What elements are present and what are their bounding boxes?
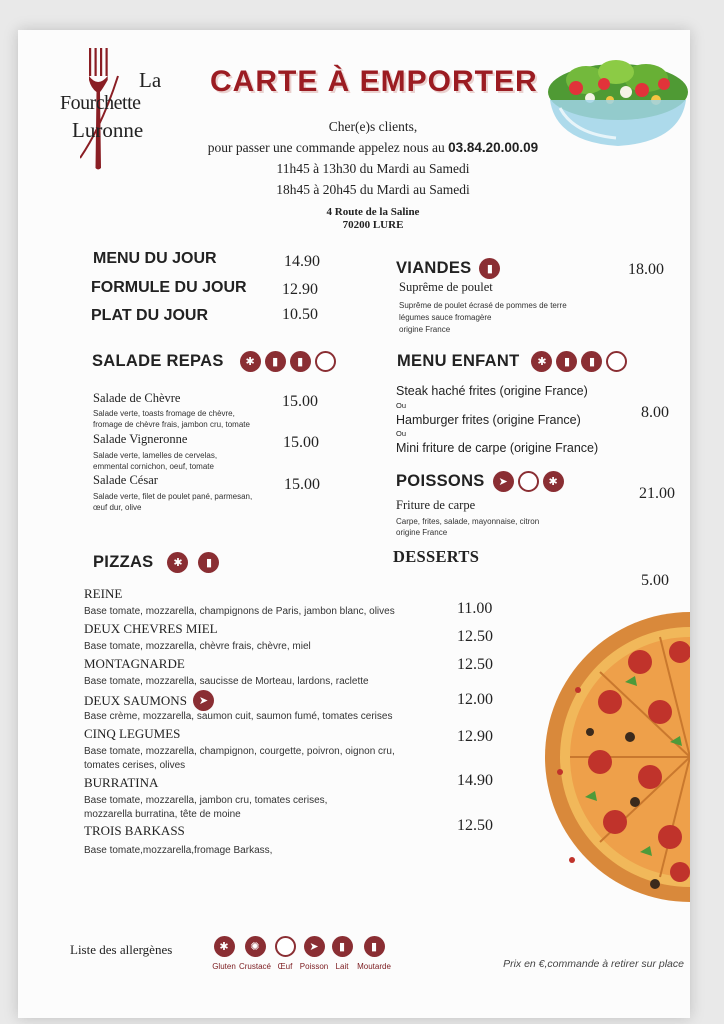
viandes-dish: Suprême de poulet (399, 280, 493, 294)
poissons-allergen-icons (493, 471, 564, 492)
egg-icon (315, 351, 336, 372)
wheat-icon: ✱ (531, 351, 552, 372)
pizzas-title: PIZZAS (93, 553, 154, 571)
menu-page (18, 30, 690, 1018)
mustard-icon: ▮ (290, 351, 311, 372)
daily-formule-price: 12.90 (282, 281, 318, 298)
pizza-deux-saumons-name: DEUX SAUMONS (84, 692, 187, 708)
poissons-title: POISSONS (396, 472, 485, 490)
salade-chevre-name: Salade de Chèvre (93, 391, 181, 405)
pizza-reine-price: 11.00 (457, 600, 493, 617)
pizza-deux-chevres-name: DEUX CHEVRES MIEL (84, 621, 218, 636)
pizza-trois-barkass-desc: Base tomate,mozzarella,fromage Barkass, (84, 845, 273, 856)
pizza-deux-chevres-price: 12.50 (457, 628, 493, 645)
fish-icon: ➤ (493, 471, 514, 492)
pizza-burratina-name: BURRATINA (84, 775, 159, 790)
poissons-header (396, 471, 564, 492)
enfant-item-friture: Mini friture de carpe (origine France) (396, 441, 599, 455)
pizza-deux-chevres-desc: Base tomate, mozzarella, chèvre frais, chèvre, miel (84, 641, 311, 652)
allergen-oeuf-label: Œuf (277, 962, 293, 971)
egg-icon (606, 351, 627, 372)
salade-chevre-desc-1: Salade verte, toasts fromage de chèvre, (93, 409, 235, 418)
pizza-burratina-price: 14.90 (457, 772, 493, 789)
viandes-header (396, 258, 500, 279)
enfant-or-2: Ou (396, 429, 407, 438)
viandes-title: VIANDES (396, 259, 472, 277)
allergen-lait-label: Lait (335, 962, 349, 971)
salade-vigneronne-desc-1: Salade verte, lamelles de cervelas, (93, 451, 218, 460)
viandes-desc-3: origine France (399, 325, 451, 334)
address-city: 70200 LURE (342, 219, 404, 231)
footer-note: Prix en €,commande à retirer sur place (503, 958, 684, 970)
milk-icon: ▮ (198, 552, 219, 573)
pizzas-header (93, 552, 219, 573)
pizza-deux-saumons-price: 12.00 (457, 691, 493, 708)
salade-cesar-desc-2: œuf dur, olive (93, 503, 142, 512)
pizza-reine-desc: Base tomate, mozzarella, champignons de Paris, jambon blanc, olives (84, 606, 395, 617)
pizza-cinq-legumes-price: 12.90 (457, 728, 493, 745)
logo-text-luronne: Luronne (72, 118, 144, 142)
enfant-item-steak: Steak haché frites (origine France) (396, 384, 588, 398)
daily-plat-name: PLAT DU JOUR (91, 307, 209, 324)
fish-icon: ➤ (193, 690, 214, 711)
salades-title: SALADE REPAS (92, 352, 224, 370)
allergens-legend (212, 936, 394, 971)
pizza-montagnarde-desc: Base tomate, mozzarella, saucisse de Morteau, lardons, raclette (84, 676, 369, 687)
salade-cesar-name: Salade César (93, 473, 158, 487)
poissons-dish: Friture de carpe (396, 498, 476, 512)
allergens-title: Liste des allergènes (70, 942, 173, 957)
salades-header (92, 351, 336, 372)
address-street: 4 Route de la Saline (326, 206, 420, 218)
pizza-trois-barkass-name: TROIS BARKASS (84, 823, 185, 838)
intro-order-line (158, 140, 588, 156)
intro-order-text: pour passer une commande appelez nous au (207, 140, 449, 155)
phone-number: 03.84.20.00.09 (448, 140, 539, 155)
salade-cesar-desc-1: Salade verte, filet de poulet pané, parmesan, (93, 492, 253, 501)
wheat-icon: ✱ (167, 552, 188, 573)
desserts-price: 5.00 (641, 572, 669, 589)
pizza-deux-saumons-desc: Base crème, mozzarella, saumon cuit, saumon fumé, tomates cerises (84, 711, 393, 722)
page-title: CARTE À EMPORTER (210, 65, 538, 98)
daily-plat-price: 10.50 (282, 306, 318, 323)
wheat-icon: ✱ (543, 471, 564, 492)
daily-menu-name: MENU DU JOUR (93, 250, 217, 267)
milk-icon: ▮ (479, 258, 500, 279)
logo-text-fourchette: Fourchette (60, 92, 141, 114)
pizza-reine-name: REINE (84, 586, 123, 601)
salade-cesar-price: 15.00 (284, 476, 320, 493)
salad-bowl-icon (546, 42, 690, 154)
pizza-montagnarde-price: 12.50 (457, 656, 493, 673)
poissons-desc-2: origine France (396, 528, 448, 537)
allergen-gluten (212, 936, 236, 971)
allergen-lait (332, 936, 352, 971)
allergen-moutarde (354, 936, 394, 971)
pizza-burratina-desc-2: mozzarella burratina, tête de moine (84, 809, 241, 820)
viandes-desc-1: Suprême de poulet écrasé de pommes de terre (399, 301, 567, 310)
egg-icon (275, 936, 296, 957)
allergen-poisson-label: Poisson (299, 962, 329, 971)
allergen-crustace-label: Crustacé (238, 962, 271, 971)
wheat-icon: ✱ (214, 936, 235, 957)
daily-menu-price: 14.90 (284, 253, 320, 270)
pizza-cinq-legumes-desc-2: tomates cerises, olives (84, 760, 186, 771)
daily-formule-name: FORMULE DU JOUR (91, 279, 247, 296)
fish-icon: ➤ (304, 936, 325, 957)
milk-icon: ▮ (556, 351, 577, 372)
desserts-title: DESSERTS (393, 547, 480, 566)
pizza-burratina-desc-1: Base tomate, mozzarella, jambon cru, tomates cerises, (84, 795, 328, 806)
salades-allergen-icons (240, 351, 336, 372)
salade-vigneronne-price: 15.00 (283, 434, 319, 451)
salade-chevre-price: 15.00 (282, 393, 318, 410)
logo-text-la: La (139, 68, 162, 92)
intro-greeting: Cher(e)s clients, (328, 119, 418, 134)
hours-lunch: 11h45 à 13h30 du Mardi au Samedi (276, 161, 470, 176)
hours-dinner: 18h45 à 20h45 du Mardi au Samedi (276, 182, 470, 197)
wheat-icon: ✱ (240, 351, 261, 372)
enfant-title: MENU ENFANT (397, 352, 520, 370)
allergen-moutarde-label: Moutarde (357, 962, 391, 971)
allergen-oeuf (274, 936, 296, 971)
pizzas-allergen-icons (167, 552, 219, 573)
allergen-gluten-label: Gluten (212, 962, 236, 971)
poissons-desc-1: Carpe, frites, salade, mayonnaise, citron (396, 517, 540, 526)
salade-vigneronne-desc-2: emmental cornichon, oeuf, tomate (93, 462, 214, 471)
enfant-allergen-icons (531, 351, 627, 372)
pizza-trois-barkass-price: 12.50 (457, 817, 493, 834)
pizza-illustration-icon (530, 612, 690, 902)
enfant-or-1: Ou (396, 401, 407, 410)
poissons-price: 21.00 (639, 485, 675, 502)
enfant-header (397, 351, 627, 372)
crab-icon: ✺ (245, 936, 266, 957)
enfant-item-hamburger: Hamburger frites (origine France) (396, 413, 581, 427)
mustard-icon: ▮ (364, 936, 385, 957)
salade-vigneronne-name: Salade Vigneronne (93, 432, 188, 446)
egg-icon (518, 471, 539, 492)
pizza-montagnarde-name: MONTAGNARDE (84, 656, 185, 671)
allergen-crustace (238, 936, 272, 971)
pizza-cinq-legumes-name: CINQ LEGUMES (84, 726, 181, 741)
viandes-price: 18.00 (628, 261, 664, 278)
salade-chevre-desc-2: fromage de chèvre frais, jambon cru, tomate (93, 420, 250, 429)
pizza-cinq-legumes-desc-1: Base tomate, mozzarella, champignon, courgette, poivron, oignon cru, (84, 746, 395, 757)
mustard-icon: ▮ (581, 351, 602, 372)
enfant-price: 8.00 (641, 404, 669, 421)
allergen-poisson (298, 936, 330, 971)
pizza-deux-saumons-row (84, 690, 214, 711)
milk-icon: ▮ (265, 351, 286, 372)
viandes-desc-2: légumes sauce fromagère (399, 313, 492, 322)
milk-icon: ▮ (332, 936, 353, 957)
